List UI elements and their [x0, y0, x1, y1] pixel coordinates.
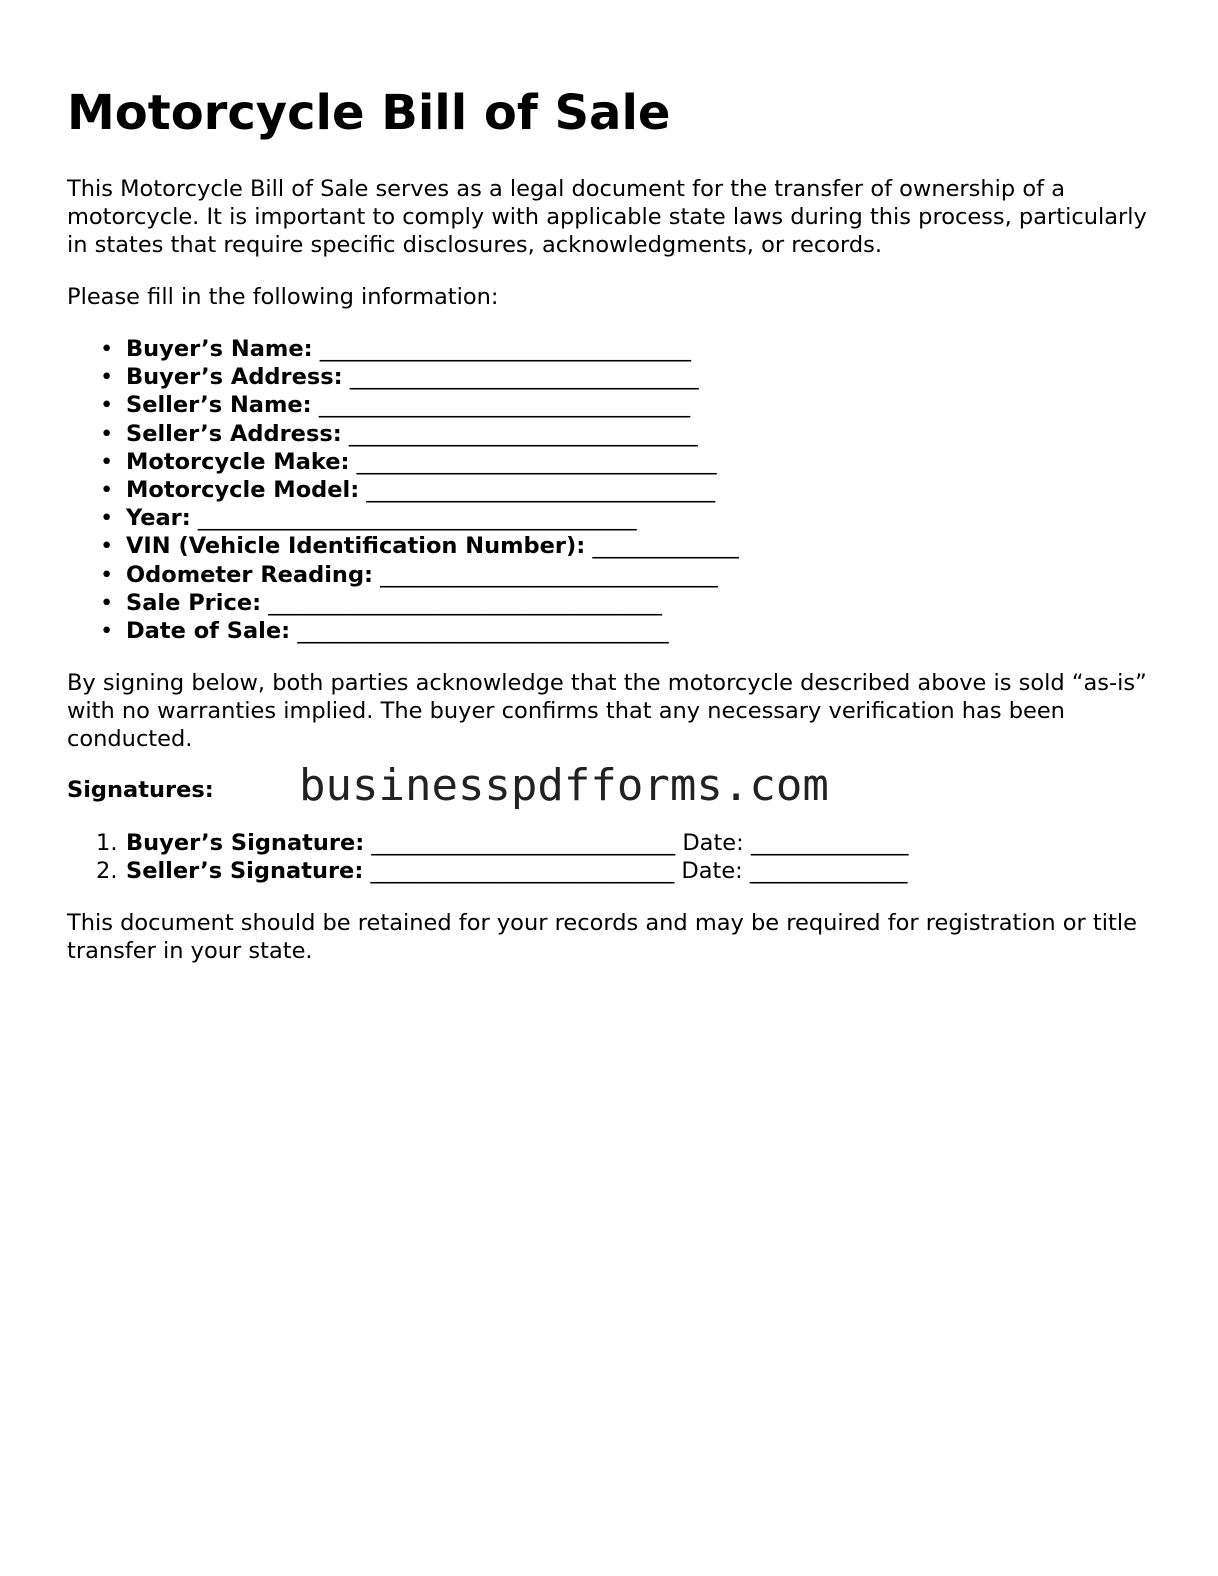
field-list [67, 335, 739, 645]
bullet-icon: • [100, 505, 114, 532]
signature-line-buyer [67, 829, 908, 857]
bullet-icon: • [100, 448, 114, 475]
field-label: Buyer’s Address: [126, 364, 343, 391]
bullet-icon: • [100, 392, 114, 419]
field-label: Year: [126, 505, 191, 532]
watermark: businesspdfforms.com [299, 760, 829, 811]
field-blank[interactable]: _________________________________ [297, 618, 669, 645]
date-label: Date: [681, 858, 743, 885]
field-label: Seller’s Address: [126, 420, 342, 447]
field-buyer-address [67, 363, 739, 391]
field-label: Sale Price: [126, 589, 262, 616]
intro-paragraph: This Motorcycle Bill of Sale serves as a legal document for the transfer of ownership of a motorcycle. It is important to comply with applicable state laws during this process, particularly in states that require specific disclosures, acknowledgments, or records. [67, 176, 1147, 259]
field-label: Buyer’s Name: [126, 336, 313, 362]
field-blank[interactable]: _____________ [592, 533, 739, 560]
field-blank[interactable]: _______________________________ [349, 364, 699, 391]
field-vin [67, 532, 739, 560]
field-motorcycle-make [67, 448, 739, 476]
field-label: Date of Sale: [126, 618, 291, 645]
field-blank[interactable]: _______________________________________ [197, 505, 637, 532]
list-number: 2. [96, 858, 118, 885]
field-label: Motorcycle Model: [126, 477, 360, 504]
bullet-icon: • [100, 420, 114, 447]
field-year [67, 504, 739, 532]
field-blank[interactable]: _________________________________ [318, 392, 691, 419]
date-label: Date: [682, 830, 744, 856]
bullet-icon: • [100, 618, 114, 645]
field-label: VIN (Vehicle Identification Number): [126, 533, 586, 560]
fill-in-prompt: Please fill in the following information: [67, 284, 499, 310]
signature-line-seller [67, 857, 908, 885]
bullet-icon: • [100, 364, 114, 391]
field-blank[interactable]: ______________________________ [380, 561, 718, 588]
field-date-of-sale [67, 617, 739, 645]
signature-label: Buyer’s Signature: [126, 830, 365, 856]
signature-label: Seller’s Signature: [126, 858, 364, 885]
field-label: Motorcycle Make: [126, 448, 350, 475]
bullet-icon: • [100, 561, 114, 588]
field-motorcycle-model [67, 476, 739, 504]
page-title: Motorcycle Bill of Sale [67, 85, 671, 141]
field-blank[interactable]: ___________________________________ [268, 589, 662, 616]
bullet-icon: • [100, 589, 114, 616]
retain-note: This document should be retained for your records and may be required for registration or title transfer in your state. [67, 910, 1137, 965]
list-number: 1. [96, 830, 118, 856]
field-blank[interactable]: _______________________________ [366, 477, 716, 504]
field-buyer-name [67, 335, 739, 363]
field-sale-price [67, 589, 739, 617]
bullet-icon: • [100, 477, 114, 504]
signatures-header-row [67, 761, 1147, 811]
field-blank[interactable]: _______________________________ [348, 420, 698, 447]
field-blank[interactable]: ________________________________ [356, 448, 717, 475]
signature-blank[interactable]: ___________________________ [371, 830, 676, 856]
bullet-icon: • [100, 336, 114, 362]
field-label: Seller’s Name: [126, 392, 312, 419]
field-odometer-reading [67, 561, 739, 589]
field-seller-name [67, 391, 739, 419]
bullet-icon: • [100, 533, 114, 560]
signature-blank[interactable]: ___________________________ [370, 858, 675, 885]
date-blank[interactable]: ______________ [749, 858, 908, 885]
signature-list [67, 829, 908, 885]
acknowledgment-paragraph: By signing below, both parties acknowledge that the motorcycle described above is sold “as-is” with no warranties implied. The buyer confirms that any necessary verification has been conducted. [67, 670, 1147, 753]
signatures-heading: Signatures: [67, 777, 214, 803]
field-seller-address [67, 420, 739, 448]
field-blank[interactable]: _________________________________ [319, 336, 692, 362]
field-label: Odometer Reading: [126, 561, 374, 588]
date-blank[interactable]: ______________ [750, 830, 909, 856]
